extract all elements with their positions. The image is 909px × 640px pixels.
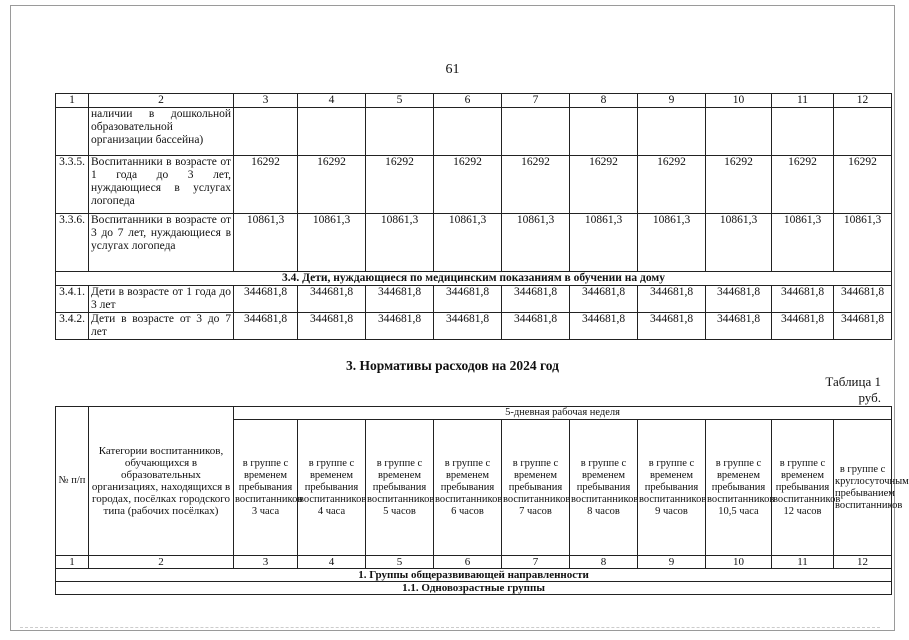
section-title: 1. Группы общеразвивающей направленности (56, 569, 892, 582)
column-number: 3 (234, 556, 298, 569)
norms-table-2024 (55, 406, 909, 595)
row-description: Дети в возрасте от 1 года до 3 лет (89, 286, 234, 313)
column-number: 11 (772, 94, 834, 108)
cell-value: 344681,8 (706, 286, 772, 313)
cell-value: 10861,3 (570, 214, 638, 272)
cell-value: 16292 (502, 156, 570, 214)
column-number: 4 (298, 94, 366, 108)
column-number-row (56, 94, 892, 108)
number-header: № п/п (56, 407, 89, 556)
cell-value: 10861,3 (772, 214, 834, 272)
row-description: Воспитанники в возрасте от 3 до 7 лет, нуждающиеся в услугах логопеда (89, 214, 234, 272)
column-number: 3 (234, 94, 298, 108)
cell-value: 10861,3 (502, 214, 570, 272)
currency-unit: руб. (858, 390, 881, 405)
cell-value: 16292 (638, 156, 706, 214)
cell-value: 344681,8 (502, 313, 570, 340)
group-header: в группе с временем пребывания воспитанников 12 часов (772, 420, 834, 556)
cell-value: 16292 (234, 156, 298, 214)
group-header: в группе с временем пребывания воспитанников 9 часов (638, 420, 706, 556)
column-number: 10 (706, 94, 772, 108)
page-number: 61 (445, 62, 460, 77)
cell-value: 344681,8 (298, 286, 366, 313)
cell-value: 10861,3 (834, 214, 892, 272)
cell-value: 344681,8 (298, 313, 366, 340)
cell-value: 344681,8 (570, 313, 638, 340)
column-number: 2 (89, 94, 234, 108)
cell-value: 344681,8 (638, 286, 706, 313)
cell-value: 344681,8 (234, 286, 298, 313)
cell-value: 344681,8 (772, 313, 834, 340)
column-number: 9 (638, 94, 706, 108)
column-number: 2 (89, 556, 234, 569)
cell-value: 344681,8 (234, 313, 298, 340)
cell-value: 10861,3 (298, 214, 366, 272)
cell-value: 344681,8 (706, 313, 772, 340)
row-number (56, 108, 89, 156)
section-heading: 3. Нормативы расходов на 2024 год (345, 358, 559, 373)
group-header: в группе с временем пребывания воспитанников 5 часов (366, 420, 434, 556)
cell-value: 16292 (706, 156, 772, 214)
table-row (56, 313, 892, 340)
section-row (56, 569, 892, 582)
category-header: Категории воспитанников, обучающихся в образовательных организациях, находящихся в городах, посёлках городского типа (рабочих посёлках) (89, 407, 234, 556)
column-number: 12 (834, 556, 892, 569)
group-header: в группе с временем пребывания воспитанников 6 часов (434, 420, 502, 556)
group-header: в группе с временем пребывания воспитанников 4 часа (298, 420, 366, 556)
subsection-row (56, 582, 892, 595)
cell-value: 344681,8 (434, 286, 502, 313)
cell-value: 10861,3 (234, 214, 298, 272)
column-number: 11 (772, 556, 834, 569)
cell-value: 10861,3 (706, 214, 772, 272)
row-description: наличии в дошкольной образовательной организации бассейна) (89, 108, 234, 156)
column-number: 7 (502, 94, 570, 108)
cell-value: 10861,3 (434, 214, 502, 272)
group-header: в группе с временем пребывания воспитанников 3 часа (234, 420, 298, 556)
section-row (56, 272, 892, 286)
row-description: Воспитанники в возрасте от 1 года до 3 лет, нуждающиеся в услугах логопеда (89, 156, 234, 214)
column-number: 9 (638, 556, 706, 569)
table-row (56, 108, 892, 156)
column-number: 4 (298, 556, 366, 569)
cell-value: 16292 (772, 156, 834, 214)
column-number: 8 (570, 94, 638, 108)
cell-value: 16292 (434, 156, 502, 214)
cell-value: 344681,8 (434, 313, 502, 340)
cell-value: 16292 (570, 156, 638, 214)
row-description: Дети в возрасте от 3 до 7 лет (89, 313, 234, 340)
scan-edge-line (20, 627, 880, 628)
cell-value: 344681,8 (772, 286, 834, 313)
table-row (56, 286, 892, 313)
column-number: 1 (56, 556, 89, 569)
cell-value: 16292 (366, 156, 434, 214)
section-title: 3.4. Дети, нуждающиеся по медицинским показаниям в обучении на дому (56, 272, 892, 286)
cell-value: 344681,8 (366, 313, 434, 340)
week-header: 5-дневная рабочая неделя (234, 407, 892, 420)
column-number: 12 (834, 94, 892, 108)
cell-value: 344681,8 (502, 286, 570, 313)
row-number: 3.4.1. (56, 286, 89, 313)
group-header: в группе с временем пребывания воспитанников 10,5 часа (706, 420, 772, 556)
column-number: 5 (366, 94, 434, 108)
column-number: 10 (706, 556, 772, 569)
cell-value: 10861,3 (366, 214, 434, 272)
column-number: 1 (56, 94, 89, 108)
row-number: 3.4.2. (56, 313, 89, 340)
cell-value: 344681,8 (834, 313, 892, 340)
row-number: 3.3.5. (56, 156, 89, 214)
cell-value: 344681,8 (834, 286, 892, 313)
subsection-title: 1.1. Одновозрастные группы (56, 582, 892, 595)
table-label: Таблица 1 (825, 374, 881, 389)
column-number: 6 (434, 556, 502, 569)
cell-value: 16292 (834, 156, 892, 214)
column-number: 7 (502, 556, 570, 569)
group-header: в группе с круглосуточным пребыванием воспитанников (834, 420, 892, 556)
cell-value: 344681,8 (638, 313, 706, 340)
column-number: 5 (366, 556, 434, 569)
cell-value: 344681,8 (366, 286, 434, 313)
column-number-row (56, 556, 892, 569)
table-row (56, 156, 892, 214)
row-number: 3.3.6. (56, 214, 89, 272)
group-header: в группе с временем пребывания воспитанников 8 часов (570, 420, 638, 556)
norms-table-continued (55, 93, 892, 340)
cell-value: 344681,8 (570, 286, 638, 313)
cell-value: 16292 (298, 156, 366, 214)
group-header: в группе с временем пребывания воспитанников 7 часов (502, 420, 570, 556)
cell-value: 10861,3 (638, 214, 706, 272)
column-number: 6 (434, 94, 502, 108)
table-row (56, 214, 892, 272)
column-number: 8 (570, 556, 638, 569)
